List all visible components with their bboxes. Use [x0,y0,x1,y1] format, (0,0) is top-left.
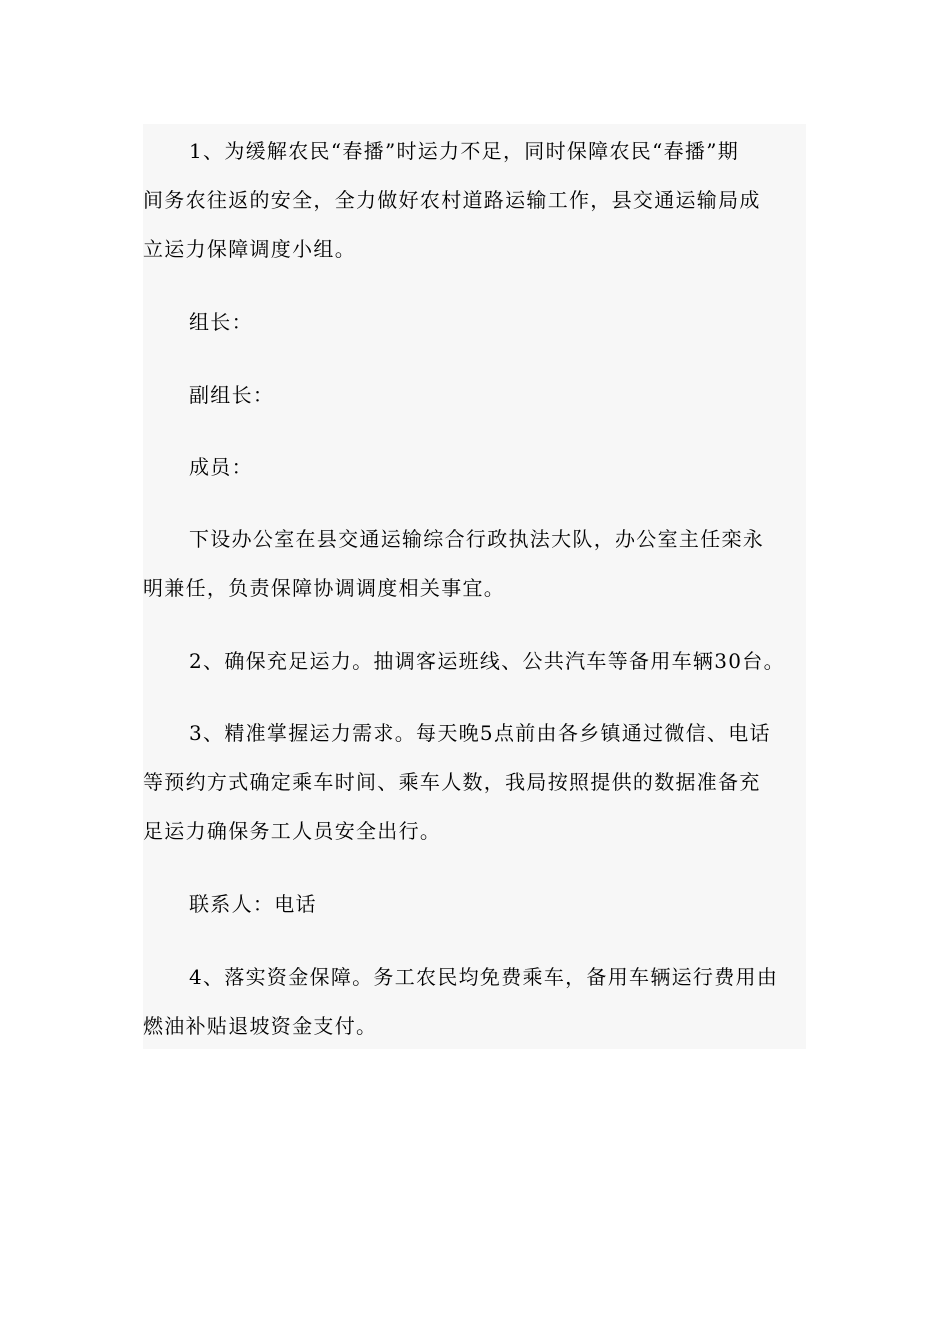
highlighted-text: 2、确保充足运力。抽调客运班线、公共汽车等备用车辆30台。 [189,637,791,686]
paragraph-funding [143,953,806,1051]
paragraph-line: 立运力保障调度小组。 [143,237,356,261]
paragraph-line: 3、精准掌握运力需求。每天晚5点前由各乡镇通过微信、电话 [189,721,771,745]
paragraph-members [143,443,806,492]
paragraph-line: 1、为缓解农民“春播”时运力不足，同时保障农民“春播”期 [189,139,740,163]
paragraph-line: 下设办公室在县交通运输综合行政执法大队，办公室主任栾永 [189,527,765,551]
paragraph-office [143,515,806,613]
paragraph-capacity [143,637,806,686]
paragraph-line: 4、落实资金保障。务工农民均免费乘车，备用车辆运行费用由 [189,965,779,989]
paragraph-deputy-leader [143,371,806,420]
paragraph-group-leader [143,298,806,347]
paragraph-transport-group [143,127,806,274]
paragraph-line: 燃油补贴退坡资金支付。 [143,1014,378,1038]
paragraph-line: 足运力确保务工人员安全出行。 [143,819,442,843]
paragraph-line: 等预约方式确定乘车时间、乘车人数，我局按照提供的数据准备充 [143,770,761,794]
paragraph-line: 成员： [189,455,253,479]
paragraph-line: 副组长： [189,383,275,407]
paragraph-line [143,637,806,686]
paragraph-demand [143,709,806,856]
paragraph-line: 间务农往返的安全，全力做好农村道路运输工作，县交通运输局成 [143,188,761,212]
paragraph-contact [143,880,806,929]
paragraph-line: 明兼任，负责保障协调调度相关事宜。 [143,576,506,600]
paragraph-line: 组长： [189,310,253,334]
paragraph-line: 联系人：电话 [189,892,317,916]
